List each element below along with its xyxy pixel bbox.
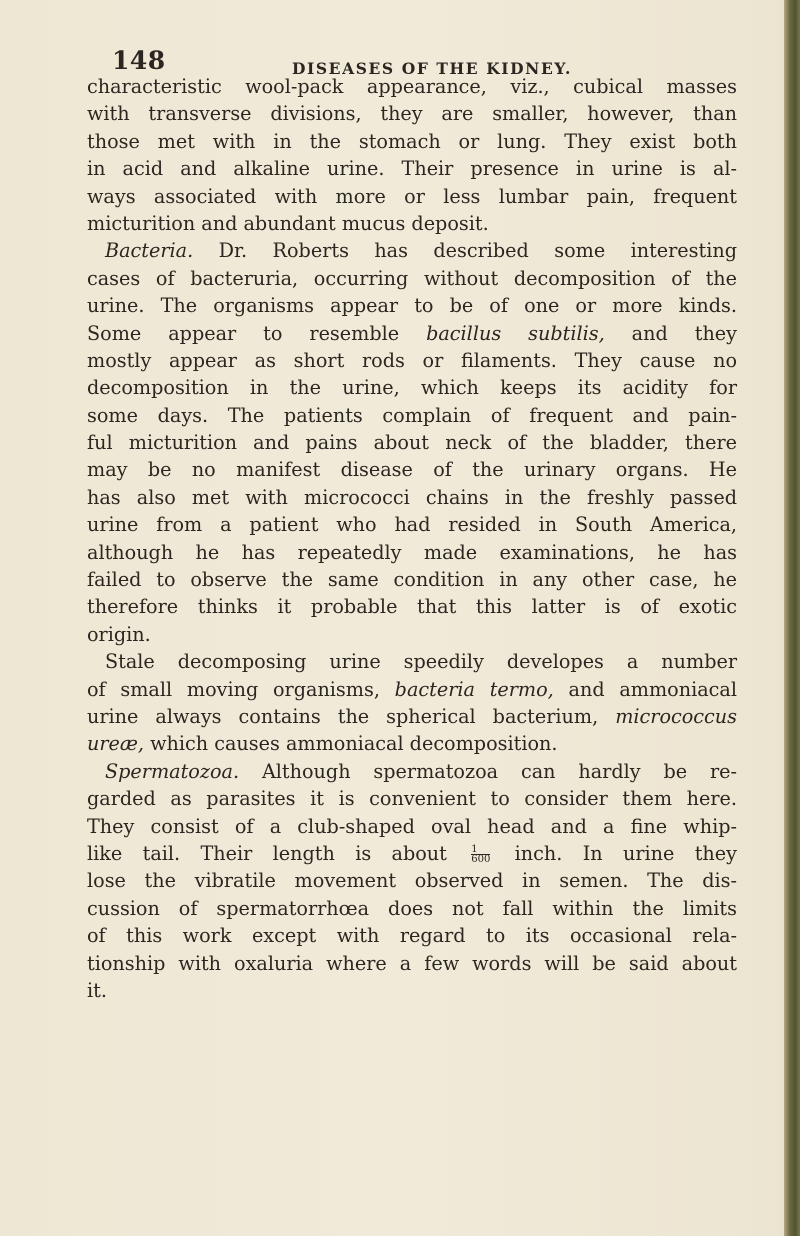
text-line: those met with in the stomach or lung. They exist both bbox=[87, 129, 737, 153]
fraction bbox=[471, 845, 490, 864]
fraction-denominator: 600 bbox=[471, 854, 491, 866]
text-line: lose the vibratile movement observed in semen. The dis- bbox=[87, 869, 737, 893]
text-line: Bacteria. Dr. Roberts has described some interesting bbox=[105, 239, 737, 263]
text-line: may be no manifest disease of the urinary organs. He bbox=[87, 458, 737, 482]
text-line: with transverse divisions, they are smaller, however, than bbox=[87, 102, 737, 126]
italic-term: bacteria termo, bbox=[394, 677, 554, 701]
text-line: cussion of spermatorrhœa does not fall within the limits bbox=[87, 896, 737, 920]
text-line: urine. The organisms appear to be of one or more kinds. bbox=[87, 294, 737, 318]
text-line: in acid and alkaline urine. Their presence in urine is al- bbox=[87, 157, 737, 181]
text-line: mostly appear as short rods or filaments. They cause no bbox=[87, 348, 737, 372]
text-line: failed to observe the same condition in any other case, he bbox=[87, 568, 737, 592]
italic-term: Bacteria. bbox=[105, 239, 194, 263]
running-head: DISEASES OF THE KIDNEY. bbox=[292, 59, 573, 78]
text-line: Some appear to resemble bacillus subtilis, and they bbox=[87, 321, 737, 345]
text-line: of small moving organisms, bacteria termo, and ammoniacal bbox=[87, 677, 737, 701]
text-line: cases of bacteruria, occurring without decomposition of the bbox=[87, 266, 737, 290]
text-line: like tail. Their length is about $\frac{1}{600}$ inch. In urine they bbox=[87, 841, 737, 866]
page-edge bbox=[784, 0, 800, 1236]
text-line: ways associated with more or less lumbar pain, frequent bbox=[87, 184, 737, 208]
body-text bbox=[87, 73, 737, 1004]
italic-term: micrococcus bbox=[615, 704, 737, 728]
italic-term: Spermatozoa. bbox=[105, 759, 240, 783]
text-line: ureæ, which causes ammoniacal decomposition. bbox=[87, 732, 558, 756]
fraction-numerator: 1 bbox=[471, 845, 490, 855]
text-line: decomposition in the urine, which keeps its acidity for bbox=[87, 376, 737, 400]
text-line: has also met with micrococci chains in the freshly passed bbox=[87, 485, 737, 509]
text-line: urine from a patient who had resided in South America, bbox=[87, 513, 737, 537]
text-line: some days. The patients complain of frequent and pain- bbox=[87, 403, 737, 427]
text-line: of this work except with regard to its occasional rela- bbox=[87, 924, 737, 948]
text-line: Spermatozoa. Although spermatozoa can hardly be re- bbox=[105, 759, 737, 783]
text-line: ful micturition and pains about neck of the bladder, there bbox=[87, 431, 737, 455]
text-line: tionship with oxaluria where a few words will be said about bbox=[87, 951, 737, 975]
text-line: it. bbox=[87, 978, 107, 1002]
text-line: therefore thinks it probable that this latter is of exotic bbox=[87, 595, 737, 619]
text-line: origin. bbox=[87, 622, 151, 646]
page-number: 148 bbox=[112, 46, 166, 75]
text-line: garded as parasites it is convenient to consider them here. bbox=[87, 787, 737, 811]
text-line: urine always contains the spherical bacterium, micrococcus bbox=[87, 704, 737, 728]
italic-term: bacillus subtilis, bbox=[426, 321, 605, 345]
text-line: although he has repeatedly made examinations, he has bbox=[87, 540, 737, 564]
text-line: characteristic wool-pack appearance, viz., cubical masses bbox=[87, 75, 737, 98]
text-line: Stale decomposing urine speedily developes a number bbox=[105, 650, 737, 674]
text-line: micturition and abundant mucus deposit. bbox=[87, 211, 489, 235]
italic-term: ureæ, bbox=[87, 732, 145, 756]
text-line: They consist of a club-shaped oval head and a fine whip- bbox=[87, 814, 737, 838]
